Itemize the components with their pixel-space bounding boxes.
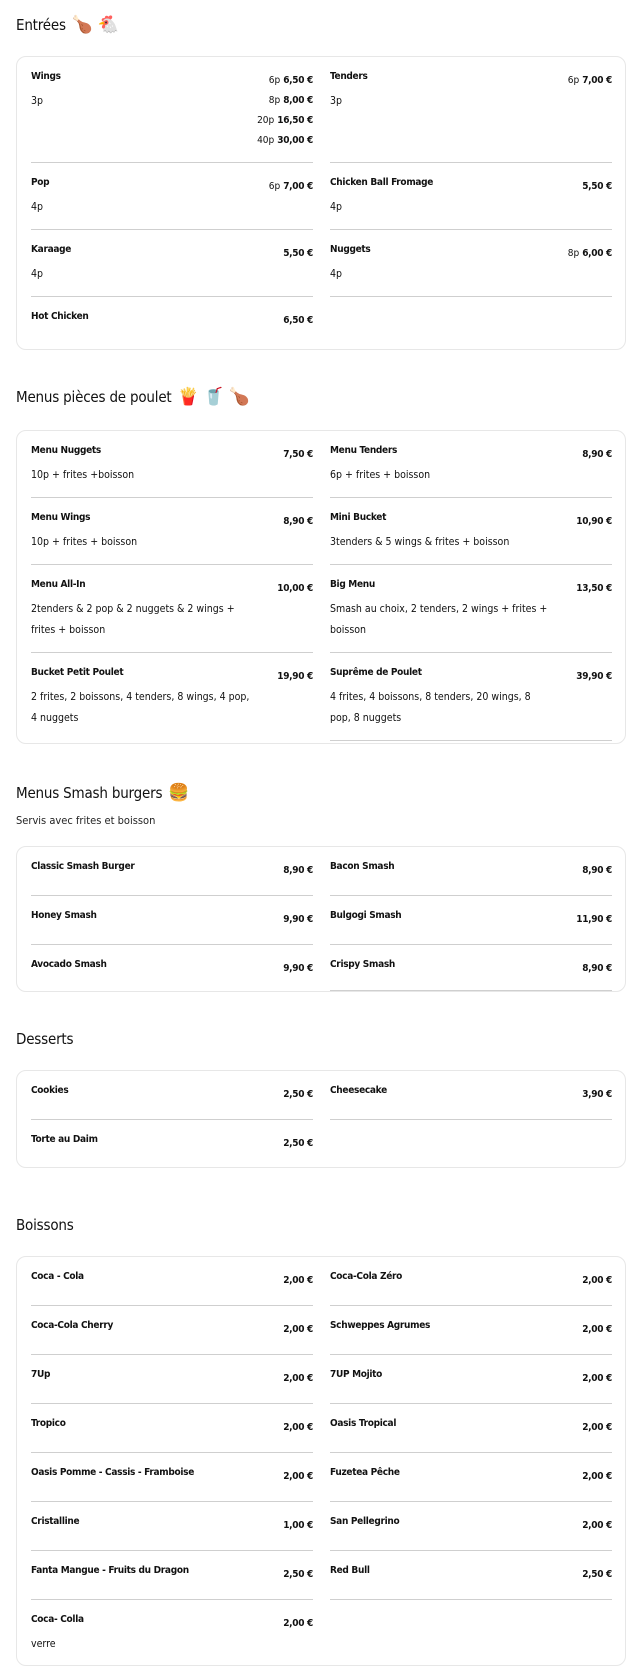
item-name: Pop: [31, 177, 50, 188]
price-value: 16,50 €: [277, 115, 313, 126]
price-value: 8,90 €: [283, 516, 313, 527]
item-name: Coca-Cola Cherry: [31, 1320, 114, 1331]
item-name: Coca - Cola: [31, 1271, 84, 1282]
price-line: [283, 1324, 313, 1344]
item-name: Menu Wings: [31, 512, 91, 523]
item-description: 3tenders & 5 wings & frites + boisson: [330, 536, 510, 548]
item-name: Mini Bucket: [330, 512, 387, 523]
price-line: [582, 1520, 612, 1540]
item-description: 2tenders & 2 pop & 2 nuggets & 2 wings + frites + boisson: [31, 603, 235, 636]
item-prices: [576, 914, 612, 934]
item-prices: [283, 1569, 313, 1589]
menu-item-san-pellegrino[interactable]: [330, 1502, 612, 1551]
price-line: [582, 1373, 612, 1393]
item-name: Menu Nuggets: [31, 445, 101, 456]
section-title-text: Menus Smash burgers: [16, 784, 163, 802]
item-name: Nuggets: [330, 244, 371, 255]
item-description: 4 frites, 4 boissons, 8 tenders, 20 wings, 8 pop, 8 nuggets: [330, 691, 531, 724]
price-value: 3,90 €: [582, 1089, 612, 1100]
section-title-text: Desserts: [16, 1030, 74, 1048]
portion-label: 8p: [567, 248, 580, 259]
menu-item-menu-tenders[interactable]: [330, 431, 612, 498]
menu-item-karaage[interactable]: [31, 230, 313, 297]
price-line: [568, 75, 612, 95]
price-value: 30,00 €: [277, 135, 313, 146]
menu-item-coca-cola-zero[interactable]: [330, 1257, 612, 1306]
price-value: 7,00 €: [582, 75, 612, 86]
section-menus-pieces-de-poulet: [16, 384, 624, 724]
item-prices: [576, 516, 612, 536]
item-name: Fuzetea Pêche: [330, 1467, 400, 1478]
portion-label: 40p: [257, 135, 275, 146]
price-line: [582, 865, 612, 885]
item-prices: [582, 1373, 612, 1393]
price-value: 8,90 €: [283, 865, 313, 876]
item-description: Smash au choix, 2 tenders, 2 wings + frites + boisson: [330, 603, 548, 636]
section-title: [16, 384, 624, 410]
price-value: 39,90 €: [576, 671, 612, 682]
price-value: 2,00 €: [283, 1618, 313, 1629]
price-line: [582, 963, 612, 983]
menu-card: [16, 1070, 626, 1168]
section-emoji-icon: 🍗 🐔: [71, 14, 119, 35]
item-name: Menu Tenders: [330, 445, 398, 456]
price-line: [576, 914, 612, 934]
menu-item-oasis-pomme-cassis-framboise[interactable]: [31, 1453, 313, 1502]
section-title-text: Menus pièces de poulet: [16, 388, 172, 406]
section-title: [16, 1026, 624, 1052]
menu-item-torte-au-daim[interactable]: [31, 1120, 313, 1166]
section-entrees: [16, 12, 624, 326]
menu-item-tropico[interactable]: [31, 1404, 313, 1453]
item-name: Honey Smash: [31, 910, 97, 921]
item-name: Classic Smash Burger: [31, 861, 135, 872]
column-left: [31, 431, 313, 741]
portion-label: 6p: [268, 181, 281, 192]
item-prices: [568, 248, 612, 268]
item-prices: [582, 1520, 612, 1540]
price-value: 2,00 €: [582, 1520, 612, 1531]
item-prices: [257, 75, 313, 155]
item-name: Red Bull: [330, 1565, 370, 1576]
section-emoji-icon: 🍔: [168, 782, 190, 803]
price-value: 2,50 €: [582, 1569, 612, 1580]
price-value: 7,50 €: [283, 449, 313, 460]
menu-item-fanta-mangue-fruits-du-dragon[interactable]: [31, 1551, 313, 1600]
item-prices: [277, 583, 313, 603]
price-line: [576, 671, 612, 691]
menu-item-7up-mojito[interactable]: [330, 1355, 612, 1404]
price-value: 2,50 €: [283, 1569, 313, 1580]
menu-item-classic-smash-burger[interactable]: [31, 847, 313, 896]
price-line: [582, 1089, 612, 1109]
price-line: [277, 671, 313, 691]
item-prices: [283, 1471, 313, 1491]
price-line: [257, 95, 313, 115]
menu-item-cookies[interactable]: [31, 1071, 313, 1120]
item-prices: [582, 181, 612, 201]
section-title: [16, 1212, 624, 1238]
portion-label: 6p: [268, 75, 281, 86]
price-line: [582, 181, 612, 201]
menu-item-menu-all-in[interactable]: [31, 565, 313, 653]
section-boissons: [16, 1212, 624, 1650]
section-title-text: Boissons: [16, 1216, 74, 1234]
price-value: 6,00 €: [582, 248, 612, 259]
menu-item-chicken-ball-fromage[interactable]: [330, 163, 612, 230]
item-description: 3p: [330, 95, 343, 107]
price-line: [283, 1275, 313, 1295]
price-value: 10,90 €: [576, 516, 612, 527]
price-line: [576, 583, 612, 603]
item-description: 2 frites, 2 boissons, 4 tenders, 8 wings, 4 pop, 4 nuggets: [31, 691, 250, 724]
menu-card: [16, 846, 626, 992]
price-line: [283, 1520, 313, 1540]
section-emoji-icon: 🍟 🥤 🍗: [177, 386, 250, 407]
menu-item-menu-wings[interactable]: [31, 498, 313, 565]
menu-item-avocado-smash[interactable]: [31, 945, 313, 991]
item-prices: [283, 516, 313, 536]
item-name: Hot Chicken: [31, 311, 89, 322]
price-line: [283, 1471, 313, 1491]
item-prices: [576, 671, 612, 691]
price-line: [283, 1138, 313, 1158]
menu-item-big-menu[interactable]: [330, 565, 612, 653]
price-line: [283, 315, 313, 335]
item-description: 4p: [31, 268, 44, 280]
column-right: [330, 847, 612, 991]
item-name: Suprême de Poulet: [330, 667, 422, 678]
price-value: 9,90 €: [283, 963, 313, 974]
price-value: 11,90 €: [576, 914, 612, 925]
price-line: [283, 248, 313, 268]
section-menus-smash-burgers: [16, 780, 624, 974]
price-line: [283, 914, 313, 934]
item-prices: [582, 1471, 612, 1491]
item-prices: [283, 248, 313, 268]
item-name: 7Up: [31, 1369, 51, 1380]
menu-item-red-bull[interactable]: [330, 1551, 612, 1600]
price-line: [283, 1422, 313, 1442]
price-line: [568, 248, 612, 268]
item-prices: [283, 1138, 313, 1158]
item-description: verre: [31, 1638, 56, 1650]
menu-item-coca-colla[interactable]: [31, 1600, 313, 1664]
item-prices: [283, 1324, 313, 1344]
price-line: [283, 1089, 313, 1109]
price-line: [283, 865, 313, 885]
menu-item-bulgogi-smash[interactable]: [330, 896, 612, 945]
menu-item-cheesecake[interactable]: [330, 1071, 612, 1120]
price-line: [283, 516, 313, 536]
item-name: 7UP Mojito: [330, 1369, 383, 1380]
menu-item-mini-bucket[interactable]: [330, 498, 612, 565]
column-left: [31, 1071, 313, 1166]
item-name: Bulgogi Smash: [330, 910, 402, 921]
item-prices: [582, 1275, 612, 1295]
item-prices: [582, 449, 612, 469]
menu-item-wings[interactable]: [31, 57, 313, 163]
item-description: 3p: [31, 95, 44, 107]
price-value: 2,00 €: [582, 1471, 612, 1482]
price-value: 2,00 €: [582, 1275, 612, 1286]
price-line: [582, 1324, 612, 1344]
item-prices: [283, 1520, 313, 1540]
item-name: Coca-Cola Zéro: [330, 1271, 403, 1282]
item-name: Big Menu: [330, 579, 375, 590]
menu-item-crispy-smash[interactable]: [330, 945, 612, 991]
price-value: 8,00 €: [283, 95, 313, 106]
item-prices: [582, 963, 612, 983]
menu-item-tenders[interactable]: [330, 57, 612, 163]
item-name: Coca- Colla: [31, 1614, 84, 1625]
item-prices: [283, 1089, 313, 1109]
price-value: 2,00 €: [582, 1422, 612, 1433]
item-prices: [576, 583, 612, 603]
price-line: [257, 135, 313, 155]
price-value: 9,90 €: [283, 914, 313, 925]
price-line: [257, 115, 313, 135]
item-name: Avocado Smash: [31, 959, 107, 970]
price-value: 2,00 €: [283, 1471, 313, 1482]
item-prices: [582, 1324, 612, 1344]
menu-item-bacon-smash[interactable]: [330, 847, 612, 896]
item-prices: [568, 75, 612, 95]
price-value: 1,00 €: [283, 1520, 313, 1531]
price-value: 2,00 €: [582, 1373, 612, 1384]
price-value: 6,50 €: [283, 315, 313, 326]
section-title: [16, 12, 624, 38]
menu-card: [16, 56, 626, 350]
price-value: 2,50 €: [283, 1138, 313, 1149]
menu-item-7up[interactable]: [31, 1355, 313, 1404]
column-left: [31, 57, 313, 349]
item-prices: [283, 914, 313, 934]
portion-label: 20p: [257, 115, 275, 126]
item-prices: [283, 449, 313, 469]
price-value: 2,00 €: [283, 1373, 313, 1384]
item-name: Tropico: [31, 1418, 66, 1429]
item-prices: [269, 181, 313, 201]
column-right: [330, 431, 612, 741]
portion-label: 8p: [268, 95, 281, 106]
item-description: 4p: [31, 201, 44, 213]
portion-label: 6p: [567, 75, 580, 86]
column-left: [31, 847, 313, 991]
price-line: [283, 963, 313, 983]
price-line: [283, 1618, 313, 1638]
item-name: Bacon Smash: [330, 861, 395, 872]
price-line: [582, 1569, 612, 1589]
menu-item-oasis-tropical[interactable]: [330, 1404, 612, 1453]
price-value: 19,90 €: [277, 671, 313, 682]
column-right: [330, 1257, 612, 1600]
price-value: 2,00 €: [283, 1275, 313, 1286]
menu-item-coca-cola-cherry[interactable]: [31, 1306, 313, 1355]
item-name: Crispy Smash: [330, 959, 395, 970]
price-line: [582, 1422, 612, 1442]
price-line: [277, 583, 313, 603]
item-name: Oasis Tropical: [330, 1418, 397, 1429]
item-name: Oasis Pomme - Cassis - Framboise: [31, 1467, 195, 1478]
item-name: Cheesecake: [330, 1085, 387, 1096]
item-description: 10p + frites + boisson: [31, 536, 138, 548]
item-name: Bucket Petit Poulet: [31, 667, 124, 678]
menu-item-menu-nuggets[interactable]: [31, 431, 313, 498]
price-line: [576, 516, 612, 536]
item-name: Karaage: [31, 244, 72, 255]
item-prices: [582, 1422, 612, 1442]
item-name: Schweppes Agrumes: [330, 1320, 431, 1331]
menu-item-supreme-de-poulet[interactable]: [330, 653, 612, 741]
price-value: 8,90 €: [582, 865, 612, 876]
menu-card: [16, 430, 626, 744]
price-value: 5,50 €: [283, 248, 313, 259]
price-line: [283, 1373, 313, 1393]
price-value: 8,90 €: [582, 449, 612, 460]
item-prices: [283, 1422, 313, 1442]
item-name: Cristalline: [31, 1516, 80, 1527]
item-prices: [582, 1569, 612, 1589]
menu-card: [16, 1256, 626, 1666]
menu-item-bucket-petit-poulet[interactable]: [31, 653, 313, 741]
item-name: Fanta Mangue - Fruits du Dragon: [31, 1565, 189, 1576]
item-name: Wings: [31, 71, 61, 82]
price-line: [257, 75, 313, 95]
item-prices: [283, 1275, 313, 1295]
menu-item-fuzetea-peche[interactable]: [330, 1453, 612, 1502]
item-prices: [283, 1373, 313, 1393]
menu-item-cristalline[interactable]: [31, 1502, 313, 1551]
section-subtitle: Servis avec frites et boisson: [16, 814, 156, 827]
price-line: [582, 449, 612, 469]
section-title-text: Entrées: [16, 16, 66, 34]
menu-item-hot-chicken[interactable]: [31, 297, 313, 349]
item-description: 6p + frites + boisson: [330, 469, 431, 481]
menu-item-pop[interactable]: [31, 163, 313, 230]
price-value: 2,50 €: [283, 1089, 313, 1100]
price-line: [283, 449, 313, 469]
price-value: 13,50 €: [576, 583, 612, 594]
item-name: Tenders: [330, 71, 368, 82]
price-value: 6,50 €: [283, 75, 313, 86]
price-line: [269, 181, 313, 201]
item-name: Torte au Daim: [31, 1134, 98, 1145]
item-prices: [283, 865, 313, 885]
price-line: [582, 1471, 612, 1491]
item-prices: [582, 1089, 612, 1109]
price-value: 2,00 €: [582, 1324, 612, 1335]
price-value: 8,90 €: [582, 963, 612, 974]
column-left: [31, 1257, 313, 1664]
item-name: San Pellegrino: [330, 1516, 400, 1527]
section-desserts: [16, 1026, 624, 1149]
item-prices: [582, 865, 612, 885]
menu-item-schweppes-agrumes[interactable]: [330, 1306, 612, 1355]
menu-item-coca-cola[interactable]: [31, 1257, 313, 1306]
item-prices: [283, 1618, 313, 1638]
price-value: 7,00 €: [283, 181, 313, 192]
price-value: 2,00 €: [283, 1422, 313, 1433]
item-name: Menu All-In: [31, 579, 86, 590]
item-prices: [283, 315, 313, 335]
column-right: [330, 57, 612, 297]
menu-item-honey-smash[interactable]: [31, 896, 313, 945]
item-description: 4p: [330, 268, 343, 280]
price-value: 2,00 €: [283, 1324, 313, 1335]
price-value: 10,00 €: [277, 583, 313, 594]
item-prices: [277, 671, 313, 691]
section-title: [16, 780, 624, 806]
price-value: 5,50 €: [582, 181, 612, 192]
item-description: 4p: [330, 201, 343, 213]
column-right: [330, 1071, 612, 1120]
item-name: Cookies: [31, 1085, 69, 1096]
item-name: Chicken Ball Fromage: [330, 177, 434, 188]
price-line: [283, 1569, 313, 1589]
menu-item-nuggets[interactable]: [330, 230, 612, 297]
item-prices: [283, 963, 313, 983]
item-description: 10p + frites +boisson: [31, 469, 135, 481]
price-line: [582, 1275, 612, 1295]
